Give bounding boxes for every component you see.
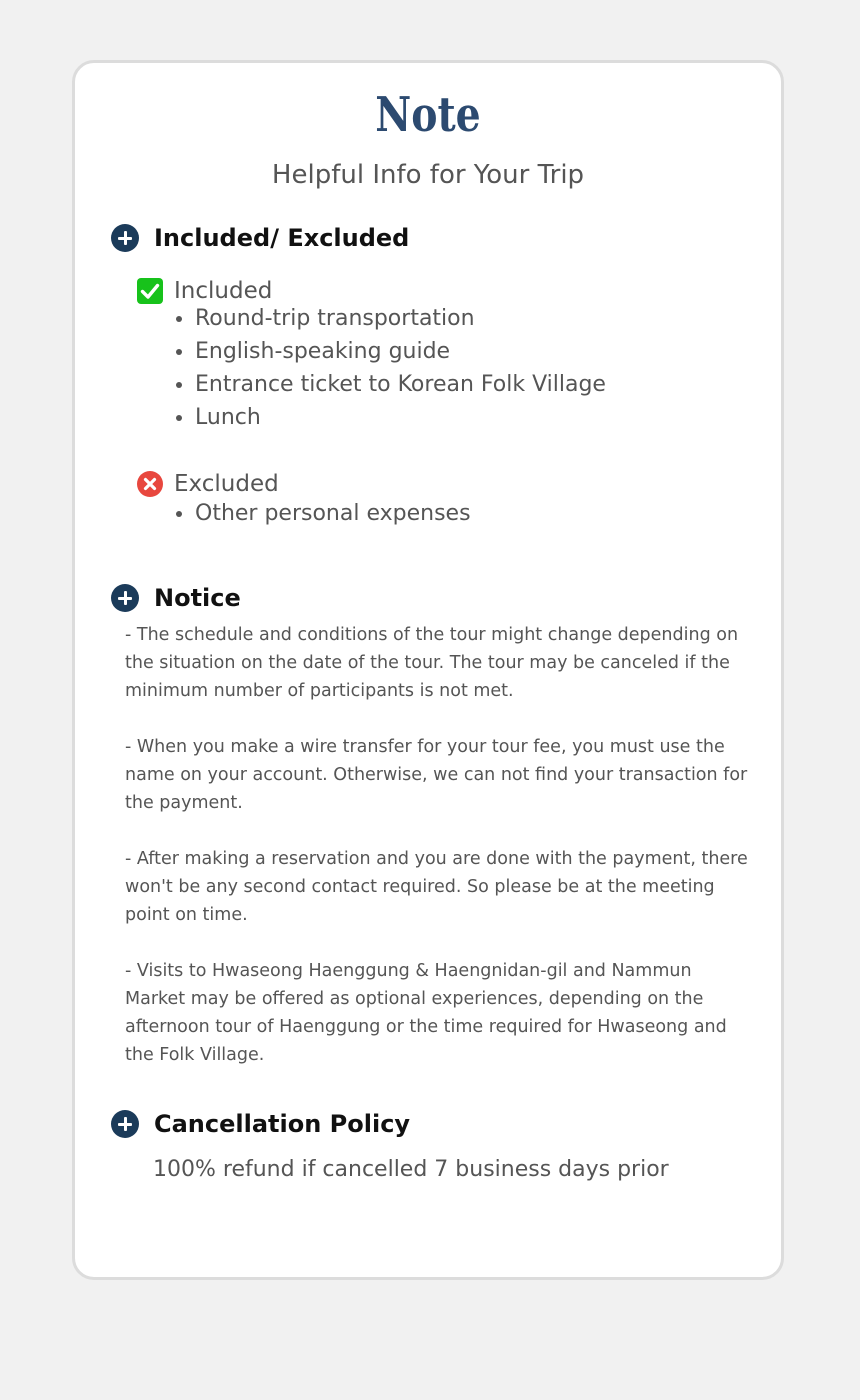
section-title-cancellation: Cancellation Policy	[154, 1110, 411, 1138]
cancellation-policy-text: 100% refund if cancelled 7 business days prior	[153, 1157, 669, 1182]
note-card	[72, 60, 784, 1280]
page-title: Note	[375, 87, 481, 143]
list-item: • Other personal expenses	[195, 497, 471, 530]
plus-circle-icon	[111, 1110, 139, 1138]
plus-circle-icon	[111, 584, 139, 612]
excluded-label: Excluded	[174, 471, 279, 497]
included-list	[173, 302, 606, 434]
page-subtitle: Helpful Info for Your Trip	[271, 160, 585, 190]
included-header	[137, 277, 272, 305]
plus-circle-icon	[111, 224, 139, 252]
x-circle-icon	[137, 471, 163, 497]
excluded-list	[173, 497, 471, 530]
notice-paragraph: - Visits to Hwaseong Haenggung & Haengnidan-gil and Nammun Market may be offered as optional experiences, depending on the afternoon tour of Haenggung or the time required for Hwaseong and the Folk Village.	[125, 961, 727, 1065]
section-header-cancellation	[111, 1107, 410, 1141]
section-title-notice: Notice	[154, 584, 241, 612]
checkbox-check-icon	[137, 278, 163, 304]
list-item: • English-speaking guide	[195, 335, 606, 368]
excluded-header	[137, 470, 279, 498]
list-item: • Entrance ticket to Korean Folk Village	[195, 368, 606, 401]
list-item: • Lunch	[195, 401, 606, 434]
list-item: • Round-trip transportation	[195, 302, 606, 335]
notice-paragraph: - The schedule and conditions of the tour might change depending on the situation on the date of the tour. The tour may be canceled if the minimum number of participants is not met.	[125, 625, 739, 701]
included-label: Included	[174, 278, 273, 304]
section-header-included-excluded	[111, 221, 409, 255]
notice-paragraph: - When you make a wire transfer for your tour fee, you must use the name on your account. Otherwise, we can not find your transaction for the payment.	[125, 737, 748, 813]
section-header-notice	[111, 581, 241, 615]
section-title-included-excluded: Included/ Excluded	[154, 224, 410, 252]
notice-paragraph: - After making a reservation and you are done with the payment, there won't be any second contact required. So please be at the meeting point on time.	[125, 849, 748, 925]
